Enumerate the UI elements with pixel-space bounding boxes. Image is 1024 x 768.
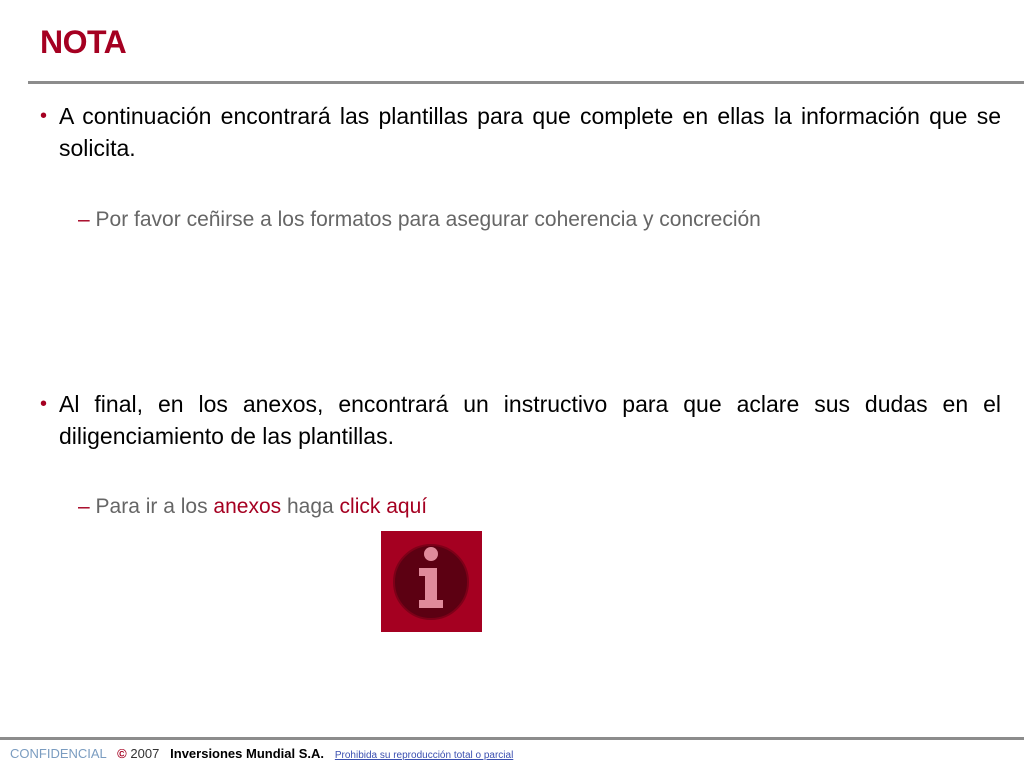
info-icon: [381, 531, 482, 632]
footer: [10, 746, 513, 764]
sub-middle: haga: [286, 495, 334, 518]
sub-dash: –: [78, 208, 90, 231]
bullet-item-1: [40, 100, 1001, 164]
bullet-item-2: [40, 388, 1001, 452]
bullet-text: Al final, en los anexos, encontrará un instructivo para que aclare sus dudas en el diligenciamiento de las plantillas.: [59, 391, 1001, 449]
bullet-marker: •: [40, 105, 48, 127]
sub-item-1: [78, 206, 761, 234]
footer-divider: [0, 737, 1024, 740]
footer-year: 2007: [130, 746, 160, 761]
footer-confidential: CONFIDENCIAL: [10, 746, 107, 761]
sub-prefix: Para ir a los: [95, 495, 208, 518]
footer-copyright-symbol: ©: [117, 746, 127, 761]
anexos-link[interactable]: anexos: [213, 495, 282, 518]
bullet-marker: •: [40, 393, 48, 415]
title-divider: [28, 81, 1024, 84]
slide-title: NOTA: [40, 24, 127, 60]
bullet-text: A continuación encontrará las plantillas para que complete en ellas la información que se solicita.: [59, 103, 1001, 161]
footer-prohibited-link[interactable]: Prohibida su reproducción total o parcial: [334, 750, 514, 761]
footer-company: Inversiones Mundial S.A.: [170, 746, 325, 761]
sub-text: Por favor ceñirse a los formatos para asegurar coherencia y concreción: [95, 208, 761, 231]
click-here-link[interactable]: click aquí: [339, 495, 428, 518]
info-button[interactable]: [381, 531, 482, 632]
sub-dash: –: [78, 495, 90, 518]
sub-item-2: [78, 493, 427, 521]
